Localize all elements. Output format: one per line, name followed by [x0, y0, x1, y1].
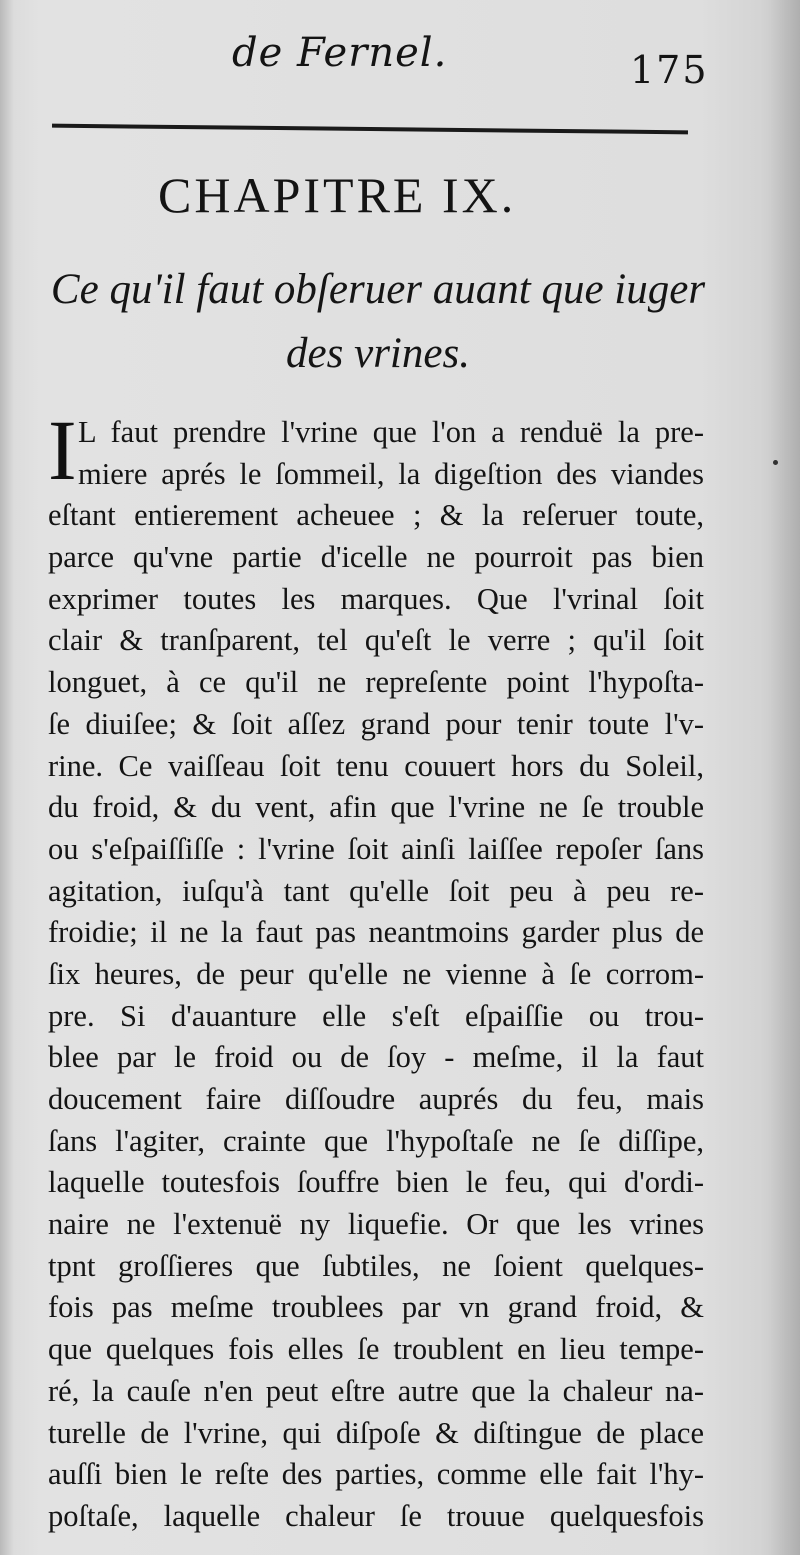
chapter-title-line-2: des vrines.	[286, 330, 470, 377]
text-line: rine. Ce vaiſſeau ſoit tenu couuert hors du Soleil,	[48, 748, 704, 783]
text-line: naire ne l'extenuë ny liquefie. Or que les vrines	[48, 1207, 704, 1242]
running-head: de Fernel.	[232, 30, 448, 76]
text-line: auſſi bien le reſte des parties, comme elle fait l'hy-	[48, 1457, 704, 1492]
text-line: fois pas meſme troublees par vn grand froid, &	[48, 1290, 704, 1325]
text-line: exprimer toutes les marques. Que l'vrinal ſoit	[48, 581, 704, 616]
text-line: blee par le froid ou de ſoy - meſme, il la faut	[48, 1040, 704, 1075]
text-line: doucement faire diſſoudre auprés du feu, mais	[48, 1082, 704, 1116]
text-line: du froid, & du vent, afin que l'vrine ne ſe trouble	[48, 790, 704, 825]
text-line: longuet, à ce qu'il ne repreſente point l'hypoſta-	[48, 665, 704, 700]
text-line: parce qu'vne partie d'icelle ne pourroit pas bien	[48, 540, 704, 575]
text-line: turelle de l'vrine, qui diſpoſe & diſtingue de place	[48, 1415, 704, 1450]
text-line: pre. Si d'auanture elle s'eſt eſpaiſſie ou trou-	[48, 998, 704, 1033]
drop-cap: I	[48, 402, 77, 498]
page-number: 175	[630, 48, 709, 92]
text-line: miere aprés le ſommeil, la digeſtion des viandes	[78, 456, 704, 491]
text-line: poſtaſe, laquelle chaleur ſe trouue quelquesfois	[48, 1498, 704, 1533]
text-line: laquelle toutesfois ſouffre bien le feu, qui d'ordi-	[48, 1165, 704, 1200]
text-line: ou s'eſpaiſſiſſe : l'vrine ſoit ainſi laiſſee repoſer ſans	[48, 831, 704, 866]
page-edge-shadow	[760, 0, 800, 1555]
text-line: agitation, iuſqu'à tant qu'elle ſoit peu à peu re-	[48, 873, 704, 908]
chapter-heading: CHAPITRE IX.	[158, 167, 517, 223]
text-line: froidie; il ne la faut pas neantmoins garder plus de	[48, 915, 704, 950]
text-line: ſix heures, de peur qu'elle ne vienne à ſe corrom-	[48, 956, 704, 991]
text-line: eſtant entierement acheuee ; & la reſeruer toute,	[48, 498, 704, 533]
text-line: clair & tranſparent, tel qu'eſt le verre ; qu'il ſoit	[48, 623, 704, 658]
chapter-title	[48, 258, 708, 386]
text-line: ſe diuiſee; & ſoit aſſez grand pour tenir toute l'v-	[48, 706, 704, 741]
header-rule	[52, 124, 688, 135]
body-text	[48, 402, 704, 1538]
text-line: tpnt groſſieres que ſubtiles, ne ſoient quelques-	[48, 1248, 704, 1283]
text-line: ſans l'agiter, crainte que l'hypoſtaſe ne ſe diſſipe,	[48, 1123, 704, 1158]
text-line: ré, la cauſe n'en peut eſtre autre que la chaleur na-	[48, 1373, 704, 1408]
text-line: L faut prendre l'vrine que l'on a renduë la pre-	[78, 415, 704, 449]
text-line: que quelques fois elles ſe troublent en lieu tempe-	[48, 1332, 704, 1367]
chapter-title-line-1: Ce qu'il faut obſeruer auant que iuger	[50, 266, 706, 313]
